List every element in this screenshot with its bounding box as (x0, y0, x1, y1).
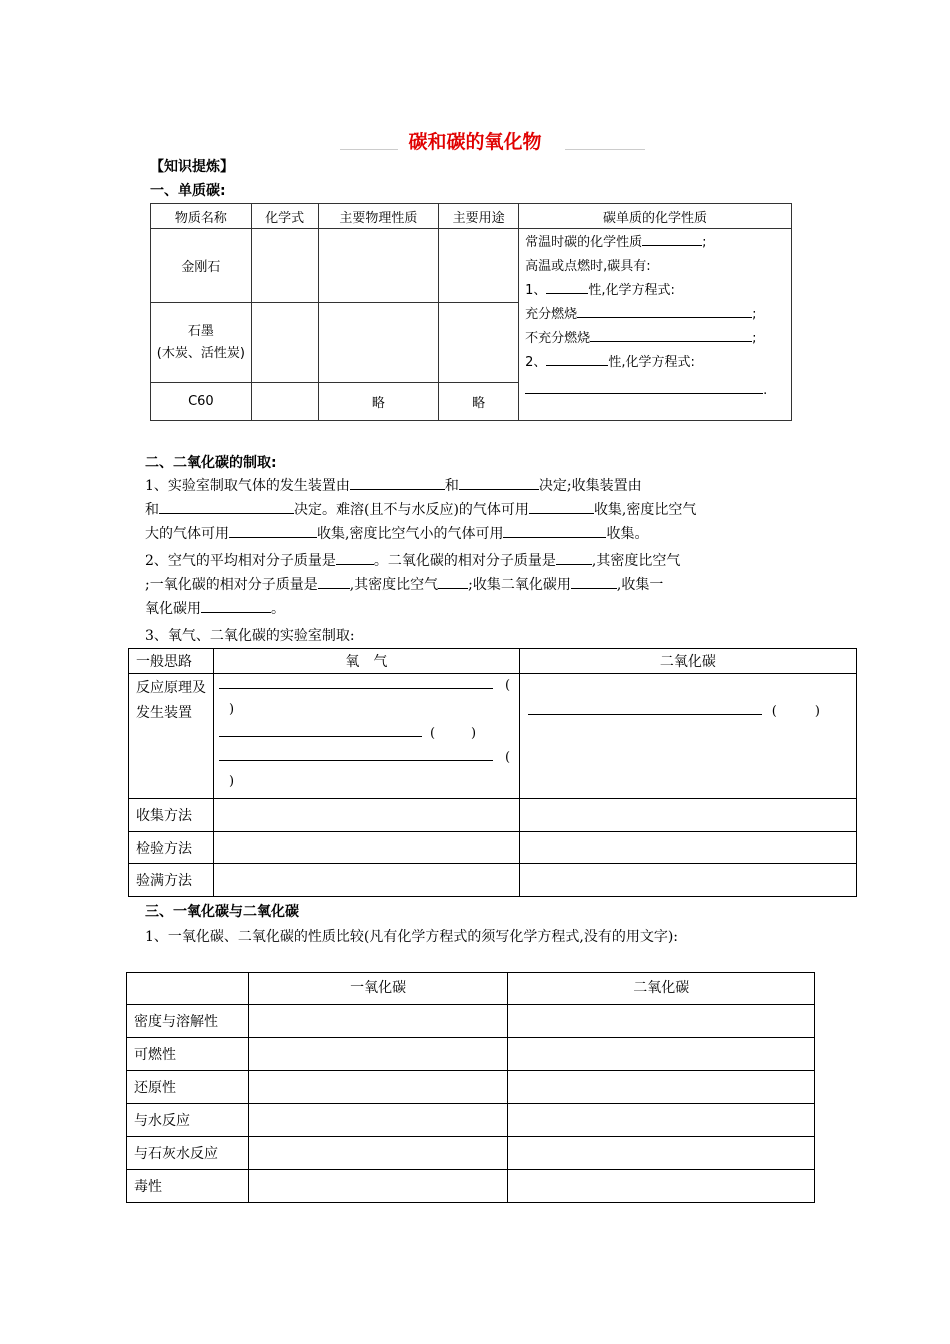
header-co2-2: 二氧化碳 (508, 973, 815, 1005)
carbon-table (150, 203, 792, 421)
title-rule-left (340, 149, 398, 150)
graphite-formula-cell[interactable] (251, 303, 318, 383)
c60-use: 略 (439, 383, 519, 421)
blank[interactable] (642, 231, 702, 246)
oxygen-principle-cell: ( ) ( ) ( ) (213, 674, 519, 799)
co2-density-cell[interactable] (508, 1005, 815, 1038)
row-toxicity: 毒性 (127, 1170, 249, 1203)
chem-line-5-end: ; (752, 331, 757, 346)
section2-heading: 二、二氧化碳的制取: (145, 455, 277, 471)
header-use: 主要用途 (439, 204, 519, 229)
graphite-use-cell[interactable] (439, 303, 519, 383)
co-toxicity-cell[interactable] (248, 1170, 508, 1203)
blank[interactable] (336, 550, 374, 565)
blank[interactable] (459, 475, 539, 490)
co2-test-cell[interactable] (519, 832, 856, 864)
c60-physical: 略 (318, 383, 439, 421)
header-chemical: 碳单质的化学性质 (519, 204, 792, 229)
blank[interactable] (219, 674, 493, 689)
co2-flammability-cell[interactable] (508, 1038, 815, 1071)
diamond-use-cell[interactable] (439, 229, 519, 303)
blank[interactable] (201, 598, 271, 613)
row-reducibility: 还原性 (127, 1071, 249, 1104)
section3-heading: 三、一氧化碳与二氧化碳 (145, 904, 299, 920)
co2-toxicity-cell[interactable] (508, 1170, 815, 1203)
co-co2-table (126, 972, 815, 1203)
blank[interactable] (577, 303, 752, 318)
chem-line-5: 不充分燃烧 (525, 331, 591, 346)
graphite-physical-cell[interactable] (318, 303, 439, 383)
row-principle: 反应原理及发生装置 (129, 674, 214, 799)
row-c60-name: C60 (151, 383, 252, 421)
co-water-cell[interactable] (248, 1104, 508, 1137)
row-water: 与水反应 (127, 1104, 249, 1137)
section2-paragraph-3: 3、氧气、二氧化碳的实验室制取: (145, 628, 355, 644)
diamond-formula-cell[interactable] (251, 229, 318, 303)
row-density: 密度与溶解性 (127, 1005, 249, 1038)
row-graphite-name: 石墨 (木炭、活性炭) (151, 303, 252, 383)
co2-principle-cell: ( ) (519, 674, 856, 799)
row-diamond-name: 金刚石 (151, 229, 252, 303)
chem-line-4: 充分燃烧 (525, 307, 578, 322)
section2-paragraph-1: 1、实验室制取气体的发生装置由 和 决定;收集装置由 和 决定。难溶(且不与水反应)的气体可用 收集,密度比空气 大的气体可用 收集,密度比空气小的气体可用 收集。 (145, 474, 815, 546)
chem-line-6-pre: 2、 (525, 355, 547, 370)
row-full-check: 验满方法 (129, 864, 214, 897)
section1-heading: 一、单质碳: (150, 183, 226, 199)
oxygen-test-cell[interactable] (213, 832, 519, 864)
blank[interactable] (556, 550, 592, 565)
header-blank (127, 973, 249, 1005)
chem-line-1-end: ; (702, 235, 707, 250)
blank[interactable] (350, 475, 445, 490)
blank[interactable] (219, 722, 422, 737)
co-density-cell[interactable] (248, 1005, 508, 1038)
blank[interactable] (571, 574, 617, 589)
chem-line-1: 常温时碳的化学性质 (525, 235, 643, 250)
diamond-physical-cell[interactable] (318, 229, 439, 303)
header-co2: 二氧化碳 (519, 649, 856, 674)
chem-line-4-end: ; (752, 307, 757, 322)
oxygen-full-check-cell[interactable] (213, 864, 519, 897)
oxygen-collection-cell[interactable] (213, 799, 519, 832)
co2-water-cell[interactable] (508, 1104, 815, 1137)
c60-formula-cell[interactable] (251, 383, 318, 421)
co-flammability-cell[interactable] (248, 1038, 508, 1071)
row-limewater: 与石灰水反应 (127, 1137, 249, 1170)
header-physical: 主要物理性质 (318, 204, 439, 229)
chemical-properties-cell (519, 229, 792, 421)
row-flammability: 可燃性 (127, 1038, 249, 1071)
chem-line-6-post: 性,化学方程式: (608, 355, 695, 370)
blank[interactable] (229, 523, 317, 538)
header-name: 物质名称 (151, 204, 252, 229)
knowledge-heading: 【知识提炼】 (150, 159, 234, 175)
header-formula: 化学式 (251, 204, 318, 229)
chem-line-3-pre: 1、 (525, 283, 547, 298)
blank[interactable] (546, 351, 608, 366)
co2-collection-cell[interactable] (519, 799, 856, 832)
blank[interactable] (438, 574, 468, 589)
header-co: 一氧化碳 (248, 973, 508, 1005)
header-oxygen: 氧 气 (213, 649, 519, 674)
chem-line-3-post: 性,化学方程式: (588, 283, 675, 298)
blank[interactable] (159, 499, 294, 514)
chem-line-7-end: . (763, 383, 768, 398)
co-limewater-cell[interactable] (248, 1137, 508, 1170)
section2-paragraph-2: 2、空气的平均相对分子质量是 。二氧化碳的相对分子质量是 ,其密度比空气 ;一氧化碳的相对分子质量是 ,其密度比空气 ;收集二氧化碳用 ,收集一 氧化碳用 。 (145, 549, 815, 621)
blank[interactable] (525, 379, 763, 394)
blank[interactable] (528, 700, 762, 715)
section3-paragraph-1: 1、一氧化碳、二氧化碳的性质比较(凡有化学方程式的须写化学方程式,没有的用文字): (145, 929, 678, 945)
gas-prep-table (128, 648, 857, 897)
row-collection: 收集方法 (129, 799, 214, 832)
co2-reducibility-cell[interactable] (508, 1071, 815, 1104)
co2-full-check-cell[interactable] (519, 864, 856, 897)
co2-limewater-cell[interactable] (508, 1137, 815, 1170)
co-reducibility-cell[interactable] (248, 1071, 508, 1104)
blank[interactable] (529, 499, 594, 514)
blank[interactable] (590, 327, 752, 342)
blank[interactable] (318, 574, 350, 589)
title-rule-right (565, 149, 645, 150)
blank[interactable] (503, 523, 606, 538)
row-test: 检验方法 (129, 832, 214, 864)
blank[interactable] (219, 746, 493, 761)
blank[interactable] (546, 279, 588, 294)
chem-line-2: 高温或点燃时,碳具有: (525, 259, 651, 274)
header-approach: 一般思路 (129, 649, 214, 674)
page-title: 碳和碳的氧化物 (408, 131, 542, 153)
